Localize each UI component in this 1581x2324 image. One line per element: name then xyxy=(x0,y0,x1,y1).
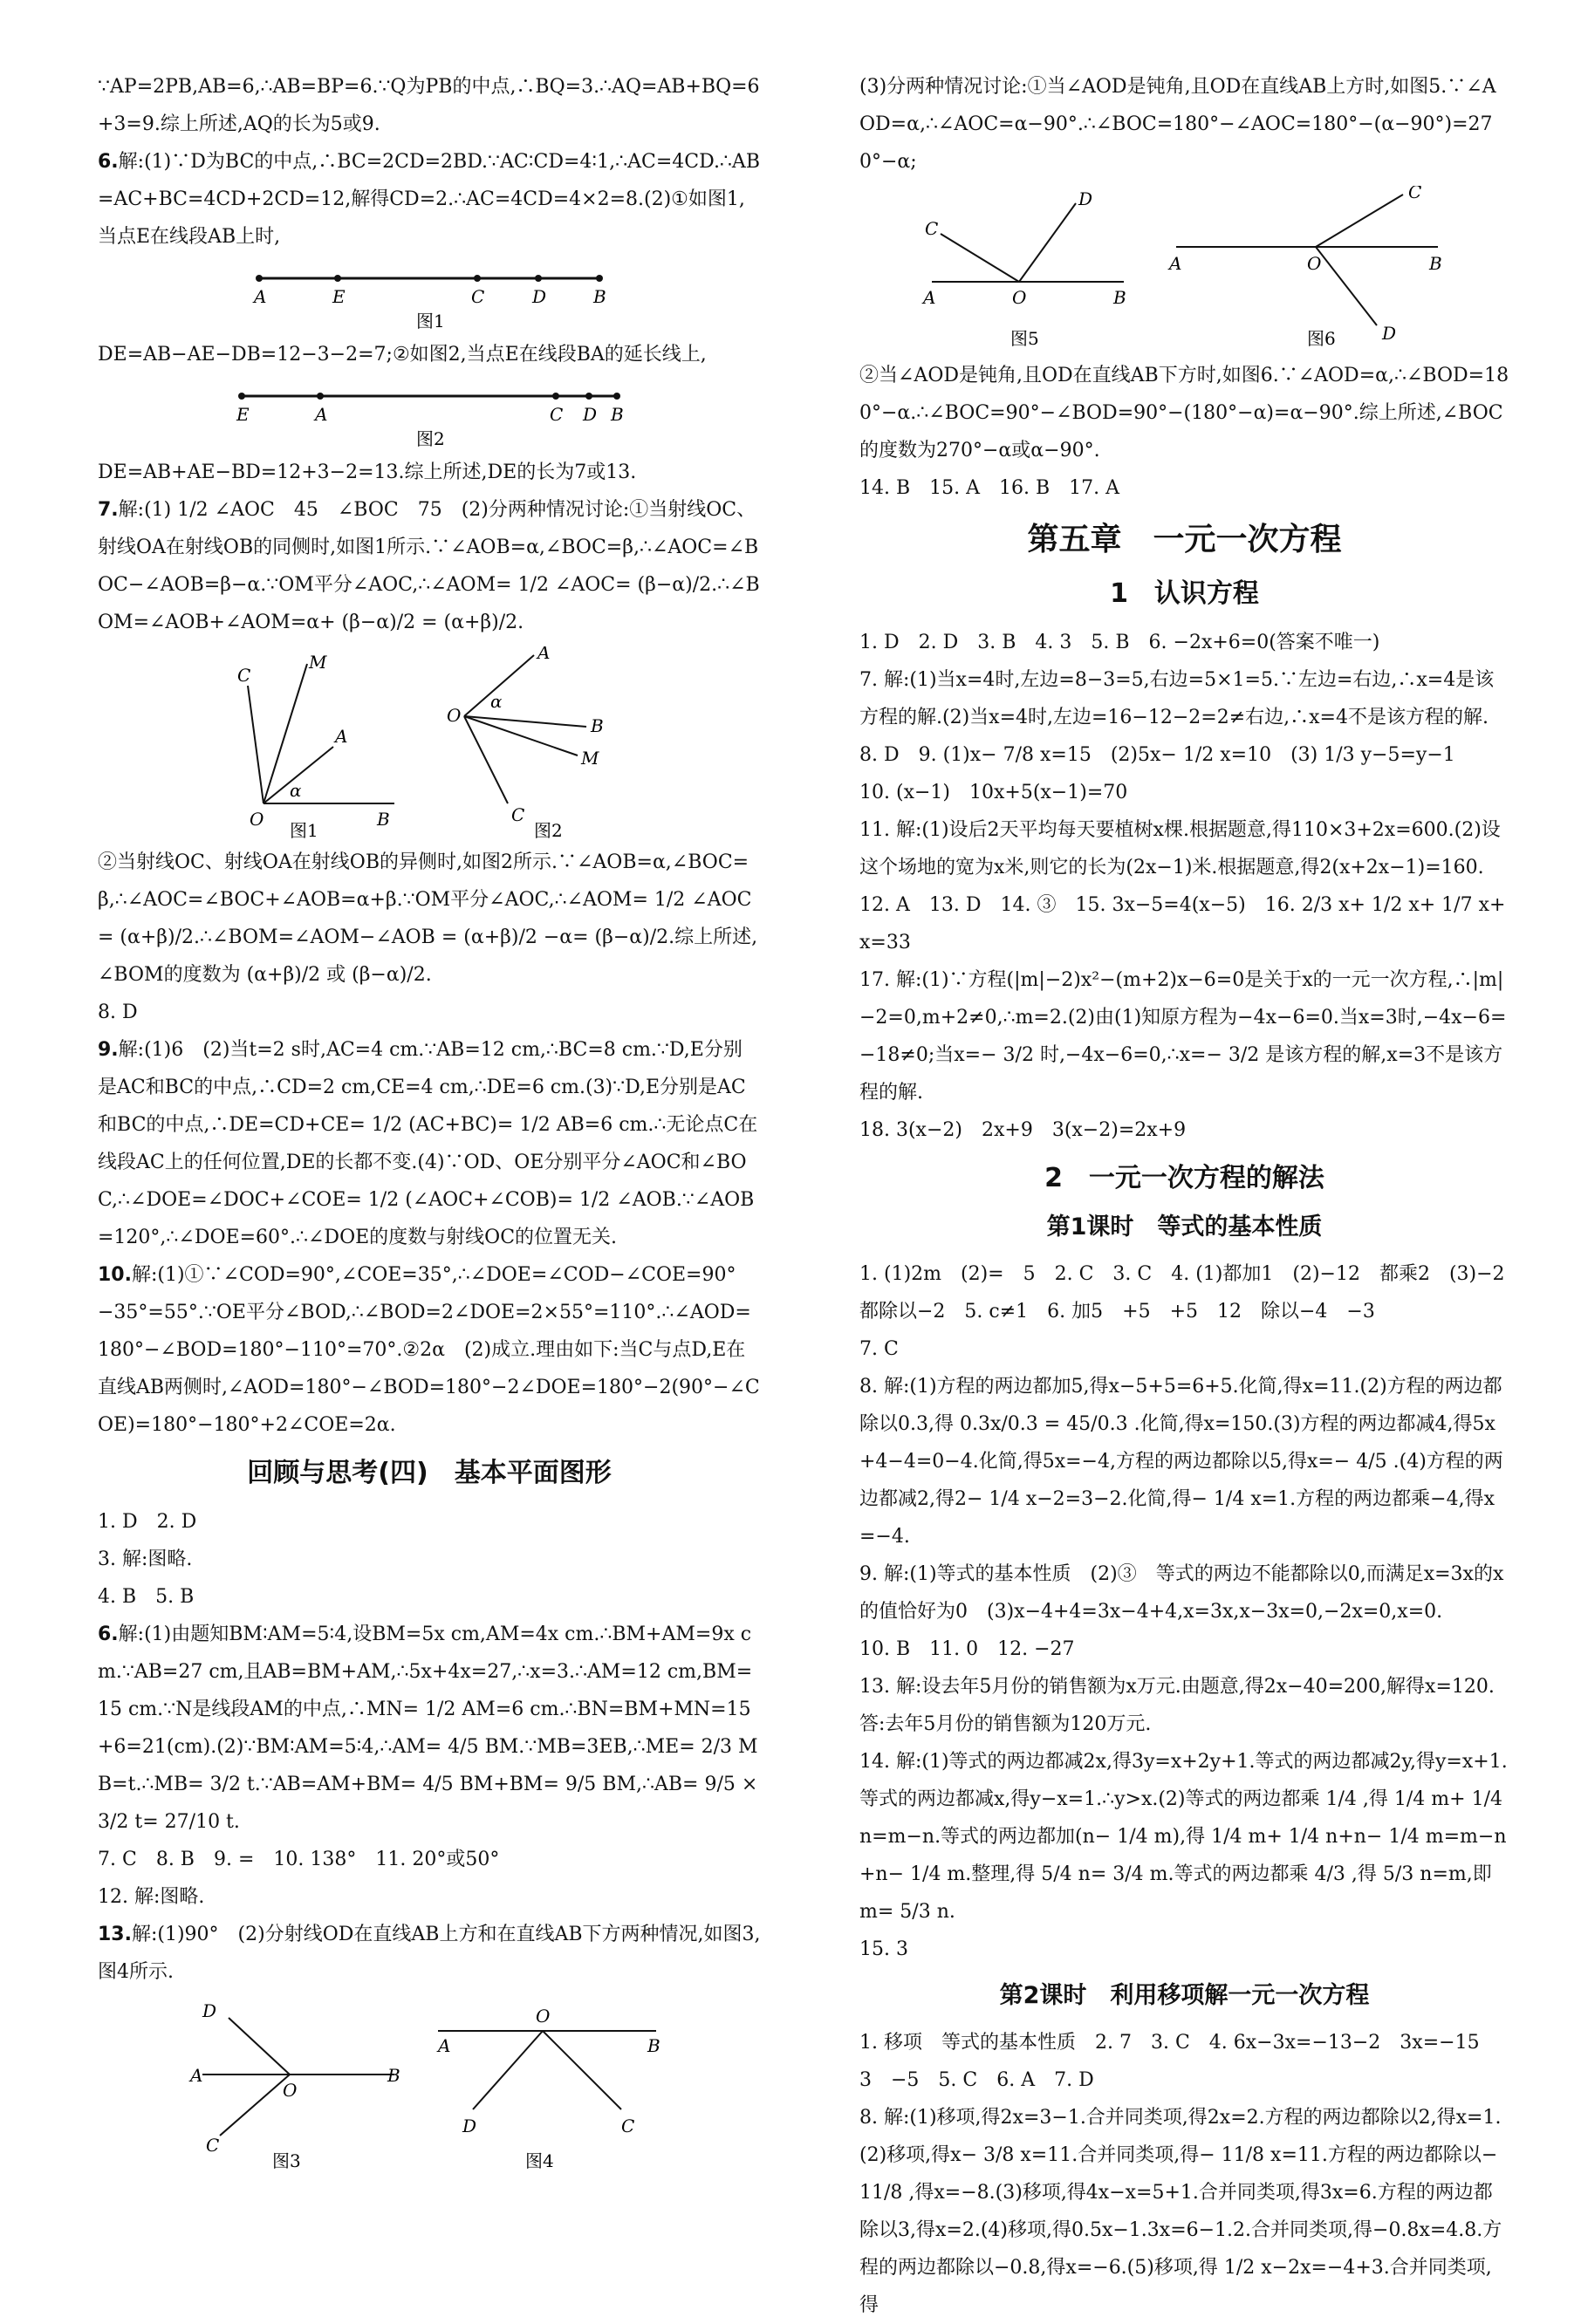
lesson-1-title: 第1课时 等式的基本性质 xyxy=(1046,1213,1323,1241)
svg-text:B: B xyxy=(593,286,606,307)
svg-text:O: O xyxy=(536,2006,551,2027)
svg-text:M: M xyxy=(309,652,327,673)
review-answer-6-text: 解:(1)由题知BM∶AM=5∶4,设BM=5x cm,AM=4x cm.∴BM+AM=9x cm.∵AB=27 cm,且AB=BM+AM,∴5x+4x=27,∴x=3.∴AM=12 cm,BM=15 cm.∵N是线段AM的中点,∴MN= 1/2 AM=6 cm.∴BN=BM+MN=15+6=21(cm).(2)∵BM∶AM=5∶4,∴AM= 4/5 BM.∵MB=3EB,∴ME= 2/3 MB=t.∴MB= 3/2 t.∵AB=AM+BM= 4/5 BM+BM= 9/5 BM,∴AB= 9/5 × 3/2 t= 27/10 t. xyxy=(98,1623,758,1833)
figure-2-caption: 图2 xyxy=(416,428,445,448)
figure-1-caption: 图1 xyxy=(416,311,445,331)
answer-13-part-3: (3)分两种情况讨论:①当∠AOD是钝角,且OD在直线AB上方时,如图5.∵∠AOD=α,∴∠AOC=α−90°.∴∠BOC=180°−∠AOC=180°−(α−90°)=270°−α; xyxy=(859,76,1496,173)
svg-text:C: C xyxy=(1407,186,1421,202)
answer-7-part-b: ②当射线OC、射线OA在射线OB的异侧时,如图2所示.∵∠AOB=α,∠BOC=β,∴∠AOC=∠BOC+∠AOB=α+β.∵OM平分∠AOC,∴∠AOM= 1/2 ∠AOC= (α+β)/2.∴∠BOM=∠AOM−∠AOB = (α+β)/2 −α= (β−α)/2.综上所述,∠BOM的度数为 (α+β)/2 或 (β−α)/2. xyxy=(98,851,758,986)
svg-text:O: O xyxy=(250,809,264,830)
review-answer-3: 3. 解:图略. xyxy=(98,1548,193,1570)
svg-text:B: B xyxy=(591,715,604,736)
review-answer-6 xyxy=(98,1616,761,1841)
answer-7 xyxy=(98,491,761,641)
svg-text:B: B xyxy=(387,2065,400,2086)
s1-answer-7: 7. 解:(1)当x=4时,左边=8−3=5,右边=5×1=5.∵左边=右边,∴x=4是该方程的解.(2)当x=4时,左边=16−12−2=2≠右边,∴x=4不是该方程的解. xyxy=(859,669,1495,728)
svg-text:D: D xyxy=(202,2000,217,2021)
svg-text:C: C xyxy=(206,2135,220,2156)
s1-answer-11: 11. 解:(1)设后2天平均每天要植树x棵.根据题意,得110×3+2x=600.(2)设这个场地的宽为x米,则它的长为(2x−1)米.根据题意,得2(x+2x−1)=160. xyxy=(859,819,1501,878)
item-number: 10. xyxy=(98,1264,132,1286)
l2-answer-8: 8. 解:(1)移项,得2x=3−1.合并同类项,得2x=2.方程的两边都除以2,得x=1.(2)移项,得x− 3/8 x=11.合并同类项,得− 11/8 x=11.方程的两边都除以− 11/8 ,得x=−8.(3)移项,得4x−x=5+1.合并同类项,得3x=6.方程的两边都除以3,得x=2.(4)移项,得0.5x−1.3x=6−1.2.合并同类项,得−0.8x=4.8.方程的两边都除以−0.8,得x=−6.(5)移项,得 1/2 x−2x=−4+3.合并同类项,得 xyxy=(859,2107,1502,2316)
svg-text:A: A xyxy=(438,2035,451,2056)
svg-text:A: A xyxy=(1168,253,1181,274)
svg-text:C: C xyxy=(550,404,564,425)
svg-text:B: B xyxy=(1428,253,1442,274)
segment-figure-2 xyxy=(224,379,634,448)
s1-answer-10: 10. (x−1) 10x+5(x−1)=70 xyxy=(859,782,1128,803)
review-answer-14-17: 14. B 15. A 16. B 17. A xyxy=(859,477,1120,499)
item-number: 6. xyxy=(98,1623,119,1645)
svg-text:O: O xyxy=(447,705,462,726)
review-answer-13-text: 解:(1)90° (2)分射线OD在直线AB上方和在直线AB下方两种情况,如图3,图4所示. xyxy=(98,1924,761,1983)
svg-text:D: D xyxy=(583,404,598,425)
svg-text:C: C xyxy=(511,804,525,825)
chapter-title: 第五章 一元一次方程 xyxy=(1027,522,1342,557)
l1-answer-1-6: 1. (1)2m (2)= 5 2. C 3. C 4. (1)都加1 (2)−12 都乘2 (3)−2 都除以−2 5. c≠1 6. 加5 +5 +5 12 除以−4 −3 xyxy=(859,1263,1524,1323)
svg-text:B: B xyxy=(647,2035,660,2056)
svg-text:B: B xyxy=(611,404,624,425)
svg-text:D: D xyxy=(532,286,547,307)
figure-6-caption: 图6 xyxy=(1306,328,1336,349)
svg-text:C: C xyxy=(621,2116,635,2136)
section-2-title: 2 一元一次方程的解法 xyxy=(1044,1163,1324,1193)
svg-text:C: C xyxy=(924,218,938,239)
item-number: 13. xyxy=(98,1924,132,1945)
answer-7-part-a: 解:(1) 1/2 ∠AOC 45 ∠BOC 75 (2)分两种情况讨论:①当射线OC、射线OA在射线OB的同侧时,如图1所示.∵∠AOB=α,∠BOC=β,∴∠AOC=∠BOC−∠AOB=β−α.∵OM平分∠AOC,∴∠AOM= 1/2 ∠AOC= (β−α)/2.∴∠BOM=∠AOB+∠AOM=α+ (β−α)/2 = (α+β)/2. xyxy=(98,499,760,633)
answer-9-text: 解:(1)6 (2)当t=2 s时,AC=4 cm.∵AB=12 cm,∴BC=8 cm.∵D,E分别是AC和BC的中点,∴CD=2 cm,CE=4 cm,∴DE=6 cm.(3)∵D,E分别是AC和BC的中点,∴DE=CD+CE= 1/2 (AC+BC)= 1/2 AB=6 cm.∴无论点C在线段AC上的任何位置,DE的长都不变.(4)∵OD、OE分别平分∠AOC和∠BOC,∴∠DOE=∠DOC+∠COE= 1/2 (∠AOC+∠COB)= 1/2 ∠AOB.∵∠AOB=120°,∴∠DOE=60°.∴∠DOE的度数与射线OC的位置无关. xyxy=(98,1039,758,1248)
angle-figures-5-6 xyxy=(914,186,1455,352)
svg-text:α: α xyxy=(290,780,302,801)
l1-answer-13: 13. 解:设去年5月份的销售额为x万元.由题意,得2x−40=200,解得x=120.答:去年5月份的销售额为120万元. xyxy=(859,1676,1495,1735)
item-number: 7. xyxy=(98,499,119,521)
review-answer-12: 12. 解:图略. xyxy=(98,1886,205,1908)
angle-figures-1-2 xyxy=(237,646,621,838)
lesson-2-title: 第2课时 利用移项解一元一次方程 xyxy=(999,1982,1370,2009)
left-column xyxy=(98,68,761,2176)
item-number: 9. xyxy=(98,1039,119,1061)
segment-figure-1 xyxy=(242,261,617,331)
answer-8: 8. D xyxy=(98,1001,138,1023)
svg-text:C: C xyxy=(237,665,251,686)
svg-text:M: M xyxy=(581,748,599,769)
answer-10 xyxy=(98,1256,761,1444)
s1-answer-12-16: 12. A 13. D 14. ③ 15. 3x−5=4(x−5) 16. 2/3 x+ 1/2 x+ 1/7 x+x=33 xyxy=(859,894,1506,954)
answer-13-part-3b: ②当∠AOD是钝角,且OD在直线AB下方时,如图6.∵∠AOD=α,∴∠BOD=180°−α.∴∠BOC=90°−∠BOD=90°−(180°−α)=α−90°.综上所述,∠BOC的度数为270°−α或α−90°. xyxy=(859,365,1509,461)
answer-6-part-a: 解:(1)∵D为BC的中点,∴BC=2CD=2BD.∵AC∶CD=4∶1,∴AC=4CD.∴AB=AC+BC=4CD+2CD=12,解得CD=2.∴AC=4CD=4×2=8.(2)①如图1,当点E在线段AB上时, xyxy=(98,151,760,248)
svg-text:E: E xyxy=(236,404,250,425)
s1-answer-8-9: 8. D 9. (1)x− 7/8 x=15 (2)5x− 1/2 x=10 (3) 1/3 y−5=y−1 xyxy=(859,744,1455,766)
svg-text:O: O xyxy=(283,2080,298,2101)
l1-answer-8: 8. 解:(1)方程的两边都加5,得x−5+5=6+5.化简,得x=11.(2)方程的两边都除以0.3,得 0.3x/0.3 = 45/0.3 .化简,得x=150.(3)方程的两边都减4,得5x+4−4=0−4.化简,得5x=−4,方程的两边都除以5,得x=− 4/5 .(4)方程的两边都减2,得2− 1/4 x−2=3−2.化简,得− 1/4 x=1.方程的两边都乘−4,得x=−4. xyxy=(859,1376,1503,1548)
svg-text:A: A xyxy=(537,646,551,663)
angle-figures-3-4 xyxy=(185,1996,674,2170)
svg-text:B: B xyxy=(1112,287,1126,308)
l1-answer-15: 15. 3 xyxy=(859,1938,908,1960)
svg-text:D: D xyxy=(462,2116,477,2136)
svg-text:O: O xyxy=(1306,253,1321,274)
review-answer-13 xyxy=(98,1916,761,1991)
s1-answer-18: 18. 3(x−2) 2x+9 3(x−2)=2x+9 xyxy=(859,1119,1187,1141)
figure-3-caption: 图3 xyxy=(272,2150,301,2170)
answer-10-text: 解:(1)①∵∠COD=90°,∠COE=35°,∴∠DOE=∠COD−∠COE=90°−35°=55°.∵OE平分∠BOD,∴∠BOD=2∠DOE=2×55°=110°.∴∠AOD=180°−∠BOD=180°−110°=70°.②2α (2)成立.理由如下:当C与点D,E在直线AB两侧时,∠AOD=180°−∠BOD=180°−2∠DOE=180°−2(90°−∠COE)=180°−180°+2∠COE=2α. xyxy=(98,1264,760,1436)
l1-answer-14: 14. 解:(1)等式的两边都减2x,得3y=x+2y+1.等式的两边都减2y,得y=x+1.等式的两边都减x,得y−x=1.∴y>x.(2)等式的两边都乘 1/4 ,得 1/4 m+ 1/4 n=m−n.等式的两边都加(n− 1/4 m),得 1/4 m+ 1/4 n+n− 1/4 m=m−n+n− 1/4 m.整理,得 5/4 n= 3/4 m.等式的两边都乘 4/3 ,得 5/3 n=m,即m= 5/3 n. xyxy=(859,1751,1508,1923)
l1-answer-9: 9. 解:(1)等式的基本性质 (2)③ 等式的两边不能都除以0,而满足x=3x的x的值恰好为0 (3)x−4+4=3x−4+4,x=3x,x−3x=0,−2x=0,x=0. xyxy=(859,1563,1504,1623)
answer-6-part-c: DE=AB+AE−BD=12+3−2=13.综上所述,DE的长为7或13. xyxy=(98,461,637,483)
answer-6-part-b: DE=AB−AE−DB=12−3−2=7;②如图2,当点E在线段BA的延长线上, xyxy=(98,344,707,366)
svg-text:A: A xyxy=(254,286,267,307)
svg-text:A: A xyxy=(335,726,348,747)
l2-answer-1-7: 1. 移项 等式的基本性质 2. 7 3. C 4. 6x−3x=−13−2 3x=−15 3 −5 5. C 6. A 7. D xyxy=(859,2032,1499,2091)
svg-text:α: α xyxy=(490,691,503,712)
s1-answer-1-6: 1. D 2. D 3. B 4. 3 5. B 6. −2x+6=0(答案不唯一) xyxy=(859,632,1380,653)
review-answer-7-11: 7. C 8. B 9. = 10. 138° 11. 20°或50° xyxy=(98,1849,500,1870)
svg-text:D: D xyxy=(1078,188,1092,209)
section-1-title: 1 认识方程 xyxy=(1110,578,1259,609)
svg-text:B: B xyxy=(377,809,390,830)
svg-text:D: D xyxy=(1381,323,1396,344)
figure-p7-caption-1: 图1 xyxy=(290,820,318,838)
figure-4-caption: 图4 xyxy=(525,2150,554,2170)
figure-p7-caption-2: 图2 xyxy=(534,820,563,838)
s1-answer-17: 17. 解:(1)∵方程(|m|−2)x²−(m+2)x−6=0是关于x的一元一次方程,∴|m|−2=0,m+2≠0,∴m=2.(2)由(1)知原方程为−4x−6=0.当x=3时,−4x−6=−18≠0;当x=− 3/2 时,−4x−6=0,∴x=− 3/2 是该方程的解,x=3不是该方程的解. xyxy=(859,969,1507,1104)
l1-answer-7: 7. C xyxy=(859,1338,899,1360)
answer-6 xyxy=(98,143,761,256)
svg-text:A: A xyxy=(922,287,935,308)
answer-5-continued: ∵AP=2PB,AB=6,∴AB=BP=6.∵Q为PB的中点,∴BQ=3.∴AQ=AB+BQ=6+3=9.综上所述,AQ的长为5或9. xyxy=(98,76,760,135)
right-column xyxy=(859,68,1524,2324)
l1-answer-10-12: 10. B 11. 0 12. −27 xyxy=(859,1638,1075,1660)
answer-9 xyxy=(98,1031,761,1256)
svg-text:E: E xyxy=(332,286,346,307)
review-answer-1-2: 1. D 2. D xyxy=(98,1511,197,1533)
svg-text:C: C xyxy=(471,286,485,307)
svg-text:O: O xyxy=(1011,287,1026,308)
svg-text:A: A xyxy=(190,2065,203,2086)
review-section-title: 回顾与思考(四) 基本平面图形 xyxy=(247,1458,612,1488)
item-number: 6. xyxy=(98,151,119,173)
svg-text:A: A xyxy=(315,404,328,425)
review-answer-4-5: 4. B 5. B xyxy=(98,1586,195,1608)
figure-5-caption: 图5 xyxy=(1010,328,1039,349)
